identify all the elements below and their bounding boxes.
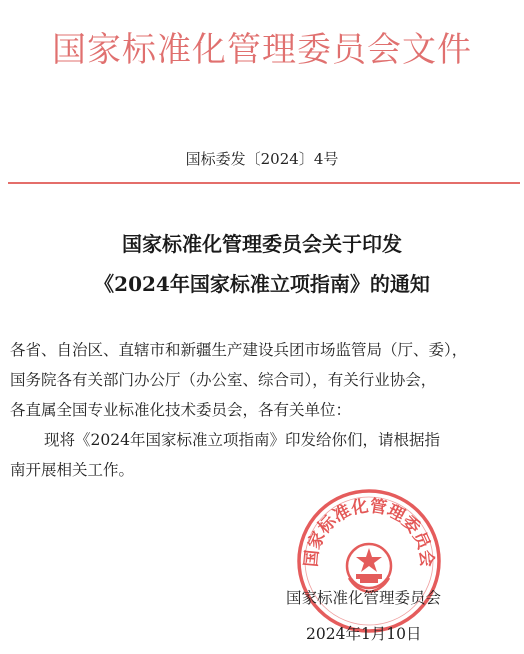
paragraph-line-1: 现将《2024年国家标准立项指南》印发给你们，请根据指: [44, 431, 440, 449]
signature-org: 国家标准化管理委员会: [286, 589, 442, 607]
recipients-line-1: 各省、自治区、直辖市和新疆生产建设兵团市场监管局（厅、委），: [10, 341, 468, 359]
signature-date: 2024年1月10日: [306, 625, 422, 643]
notice-title-line-1: 国家标准化管理委员会关于印发: [122, 232, 402, 256]
official-seal: [294, 486, 444, 636]
red-separator-line: [8, 182, 520, 184]
recipients-line-3: 各直属全国专业标准化技术委员会，各有关单位：: [10, 401, 352, 419]
notice-title-line-2: 《2024年国家标准立项指南》的通知: [94, 272, 430, 296]
notice-body: [10, 335, 518, 485]
national-emblem-icon: [347, 544, 391, 592]
seal-text: 国家标准化管理委员会: [301, 496, 437, 568]
issuer-header: 国家标准化管理委员会文件: [52, 30, 472, 70]
paragraph-line-2: 南开展相关工作。: [10, 461, 135, 479]
recipients-line-2: 国务院各有关部门办公厅（办公室、综合司），有关行业协会，: [10, 371, 437, 389]
document-number: 国标委发〔2024〕4号: [185, 150, 339, 168]
